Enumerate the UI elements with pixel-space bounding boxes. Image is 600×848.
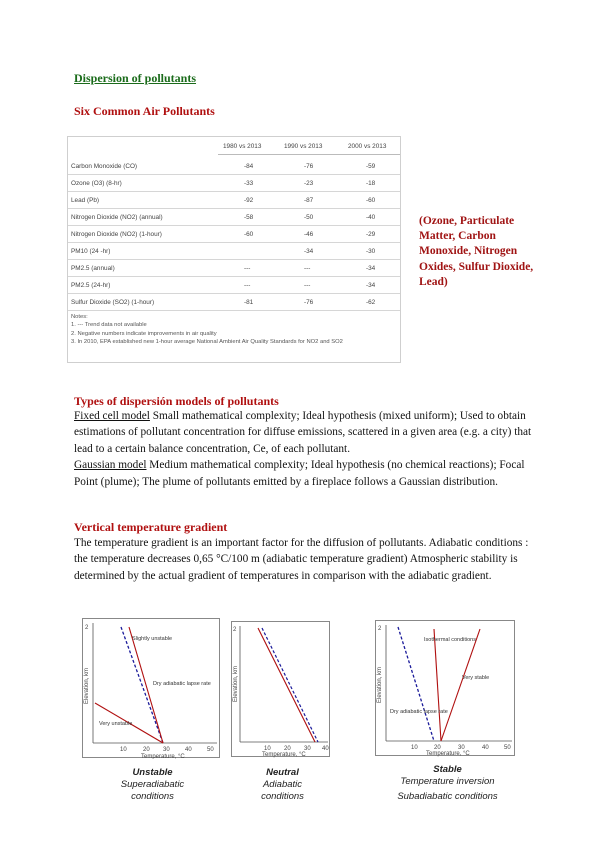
table-header (218, 143, 400, 155)
cell: -76 (304, 299, 314, 306)
cell: -60 (366, 197, 376, 204)
cell: --- (304, 282, 311, 289)
tick-label: 10 (120, 747, 127, 753)
caption-line: conditions (131, 790, 174, 802)
tick-label: 40 (185, 747, 192, 753)
y-top-label: 2 (85, 625, 89, 631)
slightly-unstable-label: Slightly unstable (132, 636, 173, 642)
neutral-caption (240, 767, 325, 802)
tick-label: 40 (322, 746, 329, 752)
unstable-chart (82, 618, 220, 758)
adiabatic-line (398, 627, 434, 741)
table-row (68, 192, 400, 209)
pollutant-trend-table (67, 136, 401, 363)
cell: -58 (244, 214, 254, 221)
table-row (68, 158, 400, 175)
adiabatic-label: Dry adiabatic lapse rate (153, 681, 211, 687)
column-header: 2000 vs 2013 (348, 143, 387, 150)
isothermal-line (434, 629, 441, 741)
vertical-title: Vertical temperature gradient (74, 520, 228, 534)
cell: -50 (304, 214, 314, 221)
gaussian-text: Medium mathematical complexity; Ideal hypothesis (no chemical reactions); Focal Point (plume); The plume of pollutants emitted by a fireplace follows a Gaussian distribution. (74, 459, 525, 488)
table-row (68, 277, 400, 294)
cell: --- (244, 282, 251, 289)
tick-label: 30 (304, 746, 311, 752)
y-top-label: 2 (378, 626, 382, 632)
cell: -34 (304, 248, 314, 255)
cell: --- (304, 265, 311, 272)
types-title: Types of dispersión models of pollutants (74, 394, 279, 408)
cell: -87 (304, 197, 314, 204)
cell: -84 (244, 163, 254, 170)
row-label: Nitrogen Dioxide (NO2) (annual) (71, 214, 163, 221)
caption-line: Subadiabatic conditions (397, 790, 498, 802)
caption-title: Neutral (266, 767, 299, 778)
cell: -92 (244, 197, 254, 204)
tick-label: 20 (434, 745, 441, 751)
unstable-caption (100, 767, 205, 802)
caption-line: Superadiabatic (120, 778, 185, 790)
actual-line (258, 628, 315, 742)
cell: -18 (366, 180, 376, 187)
table-row (68, 226, 400, 243)
cell: -59 (366, 163, 376, 170)
table-notes (71, 313, 397, 346)
row-label: Sulfur Dioxide (SO2) (1-hour) (71, 299, 155, 306)
fixed-cell-label: Fixed cell model (74, 410, 150, 422)
y-axis-label: Elevation, km (84, 667, 90, 704)
tick-label: 10 (411, 745, 418, 751)
column-header: 1990 vs 2013 (284, 143, 323, 150)
y-axis-label: Elevation, km (233, 665, 239, 702)
tick-label: 40 (482, 745, 489, 751)
row-label: Ozone (O3) (8-hr) (71, 180, 122, 187)
row-label: Lead (Pb) (71, 197, 100, 204)
row-label: PM10 (24 -hr) (71, 248, 111, 255)
stable-chart (375, 620, 515, 756)
very-unstable-label: Very unstable (99, 721, 133, 727)
cell: -60 (244, 231, 254, 238)
caption-title: Unstable (132, 767, 173, 778)
cell: -30 (366, 248, 376, 255)
table-row (68, 294, 400, 311)
cell: --- (244, 265, 251, 272)
cell: -81 (244, 299, 254, 306)
vertical-text: The temperature gradient is an important factor for the diffusion of pollutants. Adiabatic conditions : the temperature decreases 0,65 °C/100 m (adiabatic temperature gradient) Atmospheric stability is determined by the actual gradient of temperatures in comparison with the adiabatic gradient. (74, 537, 529, 582)
neutral-chart (231, 621, 330, 757)
row-label: Nitrogen Dioxide (NO2) (1-hour) (71, 231, 162, 238)
x-axis-label: Temperature, °C (141, 754, 185, 759)
caption-line: Adiabatic (262, 778, 303, 790)
cell: -34 (366, 282, 376, 289)
x-axis-label: Temperature, °C (426, 751, 470, 757)
adiabatic-label: Dry adiabatic lapse rate (390, 709, 448, 715)
column-header: 1980 vs 2013 (223, 143, 262, 150)
types-text (74, 408, 534, 490)
cell: -46 (304, 231, 314, 238)
cell: -29 (366, 231, 376, 238)
y-axis-label: Elevation, km (377, 666, 383, 703)
note-line: Notes: (71, 314, 88, 320)
cell: -76 (304, 163, 314, 170)
caption-line: conditions (261, 790, 304, 802)
tick-label: 20 (143, 747, 150, 753)
note-line: 2. Negative numbers indicate improvements in air quality (71, 330, 217, 337)
note-line: 1. --- Trend data not available (71, 322, 147, 329)
tick-label: 50 (504, 745, 511, 751)
gaussian-label: Gaussian model (74, 459, 147, 472)
tick-label: 10 (264, 746, 271, 752)
y-top-label: 2 (233, 627, 237, 633)
tick-label: 50 (207, 747, 214, 753)
caption-line: Temperature inversion (400, 775, 495, 787)
fixed-cell-text: Small mathematical complexity; Ideal hypothesis (mixed uniform); Used to obtain estimations of pollutant concentration for diffuse emissions, scattered in a given area (e.g. a city) that lead to a certain balance concentration, Ce, of each pollutant. (74, 410, 532, 455)
caption-title: Stable (433, 764, 462, 775)
table-row (68, 175, 400, 192)
table-row (68, 260, 400, 277)
pollutant-list: (Ozone, Particulate Matter, Carbon Monoxide, Nitrogen Oxides, Sulfur Dioxide, Lead) (419, 215, 534, 288)
cell: -62 (366, 299, 376, 306)
stable-caption (380, 764, 515, 802)
table-row (68, 243, 400, 260)
cell: -23 (304, 180, 314, 187)
row-label: PM2.5 (24-hr) (71, 282, 111, 289)
row-label: Carbon Monoxide (CO) (71, 163, 138, 170)
very-stable-line (441, 629, 480, 741)
tick-label: 30 (163, 747, 170, 753)
cell: -34 (366, 265, 376, 272)
very-stable-label: Very stable (462, 675, 490, 681)
page-title: Dispersion of pollutants (74, 71, 197, 85)
cell: -40 (366, 214, 376, 221)
tick-label: 20 (284, 746, 291, 752)
x-axis-label: Temperature, °C (262, 752, 306, 758)
adiabatic-line (262, 628, 318, 742)
row-label: PM2.5 (annual) (71, 265, 115, 272)
cell: -33 (244, 180, 254, 187)
tick-label: 30 (458, 745, 465, 751)
table-row (68, 209, 400, 226)
note-line: 3. In 2010, EPA established new 1-hour average National Ambient Air Quality Standards for NO2 and SO2 (71, 338, 343, 345)
section-subtitle: Six Common Air Pollutants (74, 104, 215, 118)
isothermal-label: Isothermal conditions (424, 637, 476, 643)
